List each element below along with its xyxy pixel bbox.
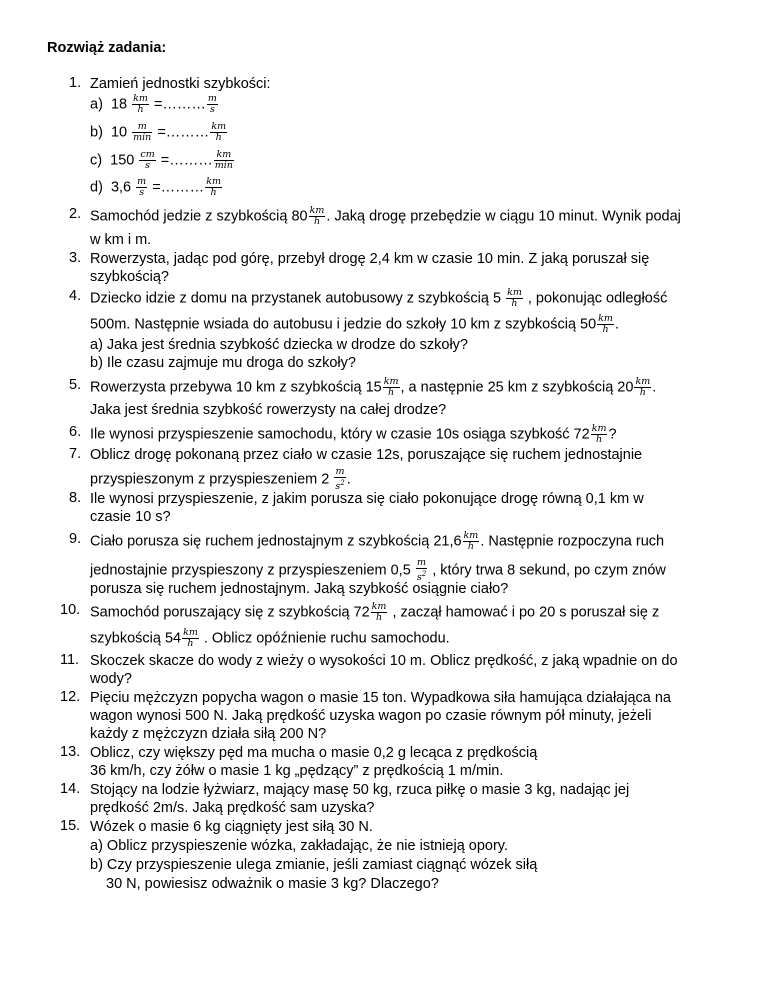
fraction-km-h: $\frac{km}{h}$ <box>309 205 325 227</box>
fraction-m-min: $\frac{m}{\min}$ <box>133 121 152 143</box>
task-text: Skoczek skacze do wody z wieży o wysokości 10 m. Oblicz prędkość, z jaką wpadnie on do <box>90 653 678 669</box>
fraction-cm-s: $\frac{cm}{s}$ <box>140 149 155 171</box>
fraction-km-h: $\frac{km}{h}$ <box>183 627 198 649</box>
task-number: 7. <box>69 446 82 462</box>
task-text: prędkość 2m/s. Jaką prędkość sam uzyska? <box>90 800 375 816</box>
subtask-c: c) 150 $\frac{cm}{s}$ =……… $\frac{km}{\min}$ <box>90 149 233 171</box>
fraction-m-s2: $\frac{m}{s^2}$ <box>416 557 427 584</box>
fraction-km-h: $\frac{km}{h}$ <box>206 176 221 198</box>
fraction-km-h: $\frac{km}{h}$ <box>635 376 651 398</box>
fraction-km-h: $\frac{km}{h}$ <box>598 313 613 335</box>
task-text: wody? <box>90 671 132 687</box>
task-text: jednostajnie przyspieszony z przyspieszeniem 0,5 $\frac{m}{s^2}$ , który trwa 8 sekund, po czym znów <box>90 557 666 584</box>
task-text: Rowerzysta przebywa 10 km z szybkością 15 $\frac{km}{h}$ , a następnie 25 km z szybkością 20 $\frac{km}{h}$ . <box>90 376 657 398</box>
task-text: Stojący na lodzie łyżwiarz, mający masę 50 kg, rzuca piłkę o masie 3 kg, nadając jej <box>90 782 630 798</box>
task-number: 10. <box>60 602 81 618</box>
task-text: Oblicz, czy większy pęd ma mucha o masie 0,2 g lecąca z prędkością <box>90 745 538 761</box>
subtask-b: b) Czy przyspieszenie ulega zmianie, jeśli zamiast ciągnąć wózek siłą <box>90 857 538 873</box>
fraction-km-h: $\frac{km}{h}$ <box>591 423 607 445</box>
task-number: 5. <box>69 377 82 393</box>
task-text: Zamień jednostki szybkości: <box>90 76 271 92</box>
task-number: 2. <box>69 206 82 222</box>
fraction-km-h: $\frac{km}{h}$ <box>133 93 148 115</box>
task-text: każdy z mężczyzn działa siłą 200 N? <box>90 726 327 742</box>
task-text: Dziecko idzie z domu na przystanek autobusowy z szybkością 5 $\frac{km}{h}$ , pokonując odległość <box>90 287 668 309</box>
task-number: 6. <box>69 424 82 440</box>
task-text: wagon wynosi 500 N. Jaką prędkość uzyska wagon po czasie równym pół minuty, jeżeli <box>90 708 652 724</box>
task-number: 4. <box>69 288 82 304</box>
task-text: porusza się ruchem jednostajnym. Jaką szybkość osiągnie ciało? <box>90 581 509 597</box>
task-text: Oblicz drogę pokonaną przez ciało w czasie 12s, poruszające się ruchem jednostajnie <box>90 447 643 463</box>
fraction-m-s: $\frac{m}{s}$ <box>137 176 147 198</box>
fraction-m-s: $\frac{m}{s}$ <box>207 93 217 115</box>
task-text: czasie 10 s? <box>90 509 171 525</box>
task-number: 12. <box>60 689 81 705</box>
task-number: 8. <box>69 490 82 506</box>
fraction-km-h: $\frac{km}{h}$ <box>463 530 479 552</box>
task-text: Ciało porusza się ruchem jednostajnym z szybkością 21,6 $\frac{km}{h}$ . Następnie rozpoczyna ruch <box>90 530 665 552</box>
subtask-d: d) 3,6 $\frac{m}{s}$ =……… $\frac{km}{h}$ <box>90 176 221 198</box>
task-number: 9. <box>69 531 82 547</box>
subtask-b: b) 10 $\frac{m}{\min}$ =……… $\frac{km}{h}$ <box>90 121 227 143</box>
task-text: przyspieszonym z przyspieszeniem 2 $\frac{m}{s^2}$ . <box>90 466 351 493</box>
task-number: 3. <box>69 250 82 266</box>
task-text: szybkością 54 $\frac{km}{h}$ . Oblicz opóźnienie ruchu samochodu. <box>90 627 450 649</box>
task-number: 15. <box>60 818 81 834</box>
subtask-b-continued: 30 N, powiesisz odważnik o masie 3 kg? Dlaczego? <box>106 876 439 892</box>
task-text: Rowerzysta, jadąc pod górę, przebył drogę 2,4 km w czasie 10 min. Z jaką poruszał się <box>90 251 650 267</box>
task-text: Samochód jedzie z szybkością 80 $\frac{km}{h}$ . Jaką drogę przebędzie w ciągu 10 minut. Wynik podaj <box>90 205 681 227</box>
subtask-a: a) Oblicz przyspieszenie wózka, zakładając, że nie istnieją opory. <box>90 838 509 854</box>
fraction-km-h: $\frac{km}{h}$ <box>507 287 522 309</box>
task-text: Jaka jest średnia szybkość rowerzysty na całej drodze? <box>90 402 447 418</box>
fraction-m-s2: $\frac{m}{s^2}$ <box>335 466 345 493</box>
fraction-km-h: $\frac{km}{h}$ <box>383 376 399 398</box>
task-text: Samochód poruszający się z szybkością 72 $\frac{km}{h}$ , zaczął hamować i po 20 s poruszał się z <box>90 601 660 623</box>
fraction-km-h: $\frac{km}{h}$ <box>371 601 387 623</box>
fraction-km-h: $\frac{km}{h}$ <box>211 121 227 143</box>
task-number: 13. <box>60 744 81 760</box>
task-text: Pięciu mężczyzn popycha wagon o masie 15 ton. Wypadkowa siła hamująca działająca na <box>90 690 671 706</box>
task-text: 36 km/h, czy żółw o masie 1 kg „pędzący” z prędkością 1 m/min. <box>90 763 504 779</box>
task-text: Ile wynosi przyspieszenie, z jakim porusza się ciało pokonujące drogę równą 0,1 km w <box>90 491 644 507</box>
task-number: 14. <box>60 781 81 797</box>
page-title: Rozwiąż zadania: <box>47 40 167 56</box>
subtask-b: b) Ile czasu zajmuje mu droga do szkoły? <box>90 355 356 371</box>
task-number: 1. <box>69 75 82 91</box>
subtask-a: a) Jaka jest średnia szybkość dziecka w drodze do szkoły? <box>90 337 468 353</box>
task-text: 500m. Następnie wsiada do autobusu i jedzie do szkoły 10 km z szybkością 50 $\frac{km}{h}$ . <box>90 313 619 335</box>
task-number: 11. <box>60 652 80 668</box>
fraction-km-min: $\frac{km}{\min}$ <box>214 149 233 171</box>
task-text: szybkością? <box>90 269 169 285</box>
task-text: w km i m. <box>90 232 152 248</box>
task-text: Wózek o masie 6 kg ciągnięty jest siłą 30 N. <box>90 819 373 835</box>
subtask-a: a) 18 $\frac{km}{h}$ =……… $\frac{m}{s}$ <box>90 93 217 115</box>
task-text: Ile wynosi przyspieszenie samochodu, który w czasie 10s osiąga szybkość 72 $\frac{km}{h}$ ? <box>90 423 617 445</box>
